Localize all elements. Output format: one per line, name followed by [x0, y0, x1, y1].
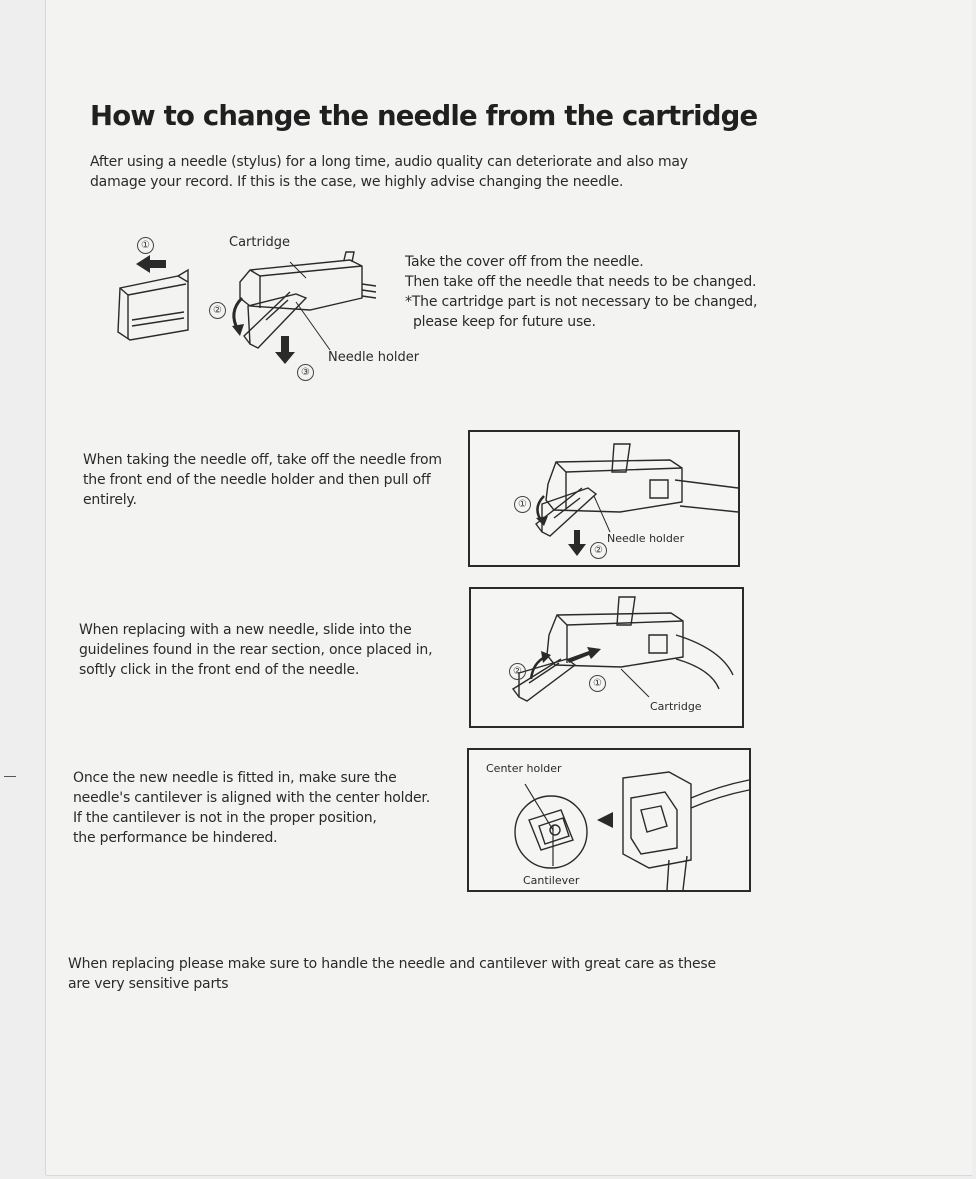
step-marker-1: ① [589, 675, 606, 692]
needle-cover-icon [118, 270, 188, 340]
cantilever-alignment-figure [467, 748, 751, 892]
care-warning-line: When replacing please make sure to handle the needle and cantilever with great care as these [68, 956, 716, 972]
care-warning-line: are very sensitive parts [68, 976, 229, 992]
arrow-left-icon [136, 255, 166, 273]
page-title: How to change the needle from the cartridge [90, 100, 758, 132]
needle-holder-label: Needle holder [328, 350, 420, 365]
intro-line: After using a needle (stylus) for a long time, audio quality can deteriorate and also may [90, 154, 688, 170]
step1-line: *The cartridge part is not necessary to be changed, [405, 294, 758, 310]
arrow-down-icon [275, 336, 295, 364]
center-holder-label: Center holder [486, 762, 562, 775]
care-warning [68, 954, 716, 994]
step1-instructions [405, 252, 757, 332]
step3-line: When replacing with a new needle, slide into the [79, 622, 412, 638]
step-marker-2: ② [590, 542, 607, 559]
intro-line: damage your record. If this is the case, we highly advise changing the needle. [90, 174, 624, 190]
step3-line: softly click in the front end of the needle. [79, 662, 360, 678]
page-edge-mark [4, 776, 16, 777]
step3-line: guidelines found in the rear section, once placed in, [79, 642, 433, 658]
step1-line: Then take off the needle that needs to be changed. [405, 274, 757, 290]
step3-instructions [79, 620, 432, 680]
cartridge-label: Cartridge [650, 700, 702, 713]
step-marker-2: ② [509, 663, 526, 680]
cartridge-icon [240, 252, 376, 348]
step4-line: Once the new needle is fitted in, make sure the [73, 770, 397, 786]
cartridge-front-icon [623, 772, 749, 890]
cartridge-label: Cartridge [229, 235, 290, 250]
needle-removal-figure [468, 430, 740, 567]
arrow-left-icon [597, 812, 613, 828]
needle-holder-label: Needle holder [607, 532, 685, 545]
step4-line: needle's cantilever is aligned with the center holder. [73, 790, 430, 806]
magnified-view-icon [515, 796, 587, 868]
arrow-down-icon [568, 530, 586, 556]
step1-line: please keep for future use. [413, 314, 596, 330]
step2-instructions [83, 450, 442, 510]
step2-line: When taking the needle off, take off the needle from [83, 452, 442, 468]
step2-line: entirely. [83, 492, 137, 508]
cover-removal-illustration [100, 240, 400, 380]
step1-line: Take the cover off from the needle. [405, 254, 644, 270]
step-marker-1: ① [137, 237, 154, 254]
needle-insertion-figure [469, 587, 744, 728]
step-marker-3: ③ [297, 364, 314, 381]
step2-line: the front end of the needle holder and then pull off [83, 472, 431, 488]
step4-instructions [73, 768, 430, 848]
step-marker-2: ② [209, 302, 226, 319]
step4-line: If the cantilever is not in the proper position, [73, 810, 377, 826]
arrow-right-icon [567, 647, 601, 663]
cantilever-label: Cantilever [523, 874, 580, 887]
step4-line: the performance be hindered. [73, 830, 278, 846]
intro-text [90, 152, 688, 192]
step-marker-1: ① [514, 496, 531, 513]
